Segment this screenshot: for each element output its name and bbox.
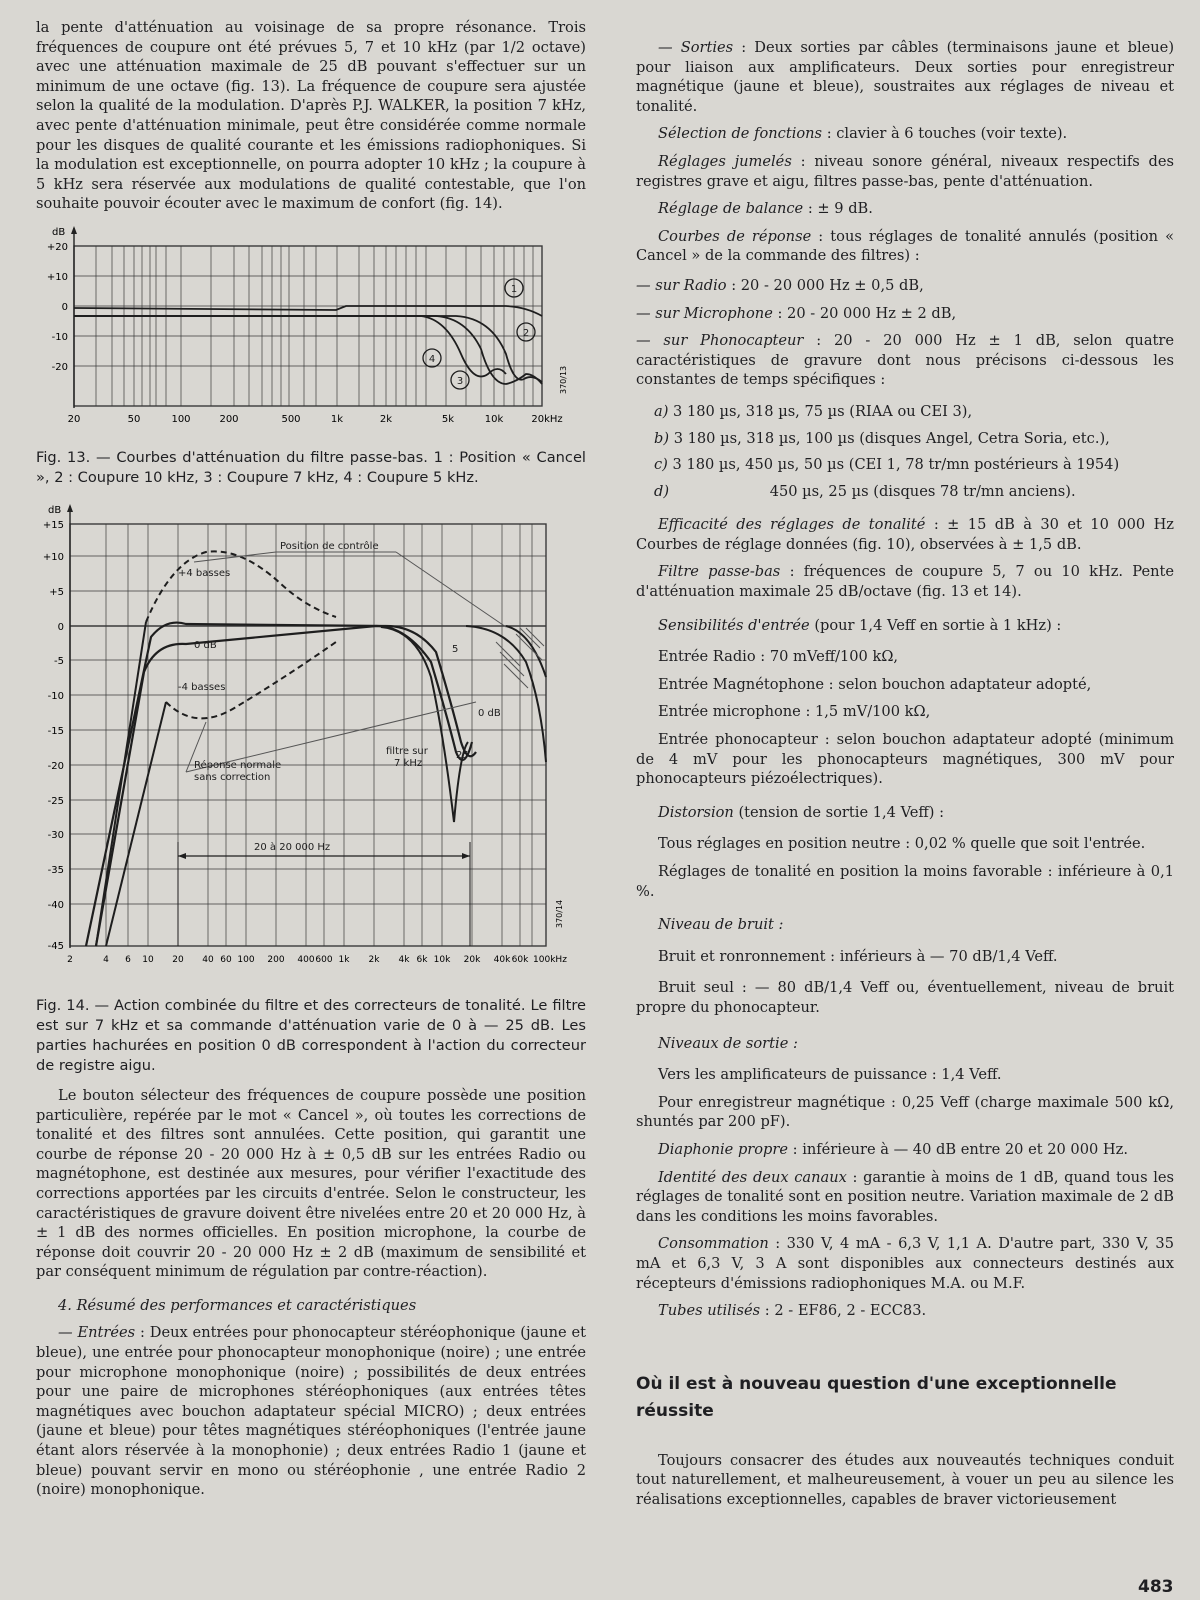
fig13-marker-label: 1	[510, 283, 518, 295]
fig13-x-tick: 500	[281, 413, 301, 425]
phono-text: : 20 - 20 000 Hz ± 1 dB, selon quatre caractéristiques de gravure dont nous précisons ci-dessous les constantes de temps spécifiques :	[636, 332, 1175, 389]
fig14-label-filtre: filtre sur	[386, 745, 428, 757]
fig14-x-tick: 100kHz	[533, 954, 567, 965]
fig14-y-tick: -20	[47, 760, 64, 772]
sorties-text: : Deux sorties par câbles (terminaisons jaune et bleue) pour liaison aux amplificateurs. Deux sorties pour enregistreur magnétique (jaune et bleue), soustraites aux réglages de niveau et tonalité.	[636, 39, 1175, 115]
fig14-y-tick: -45	[47, 940, 64, 952]
entree-magneto: Entrée Magnétophone : selon bouchon adaptateur adopté,	[658, 675, 1092, 693]
fig14-y-tick: -25	[47, 795, 64, 807]
fig13-ref: 370/13	[559, 365, 568, 394]
selection-text: : clavier à 6 touches (voir texte).	[826, 125, 1068, 143]
list-item	[654, 482, 1174, 502]
fig14-range-arrow-right	[462, 853, 470, 859]
fig13-curve-3	[74, 316, 542, 384]
radio-text: : 20 - 20 000 Hz ± 0,5 dB,	[731, 276, 924, 294]
fig14-leader-lines	[186, 552, 506, 772]
fig13-y-tick: +10	[46, 271, 68, 283]
constants-list	[636, 402, 1174, 501]
fig13-y-tick: -20	[51, 361, 68, 373]
sortie-label: Niveaux de sortie :	[658, 1034, 798, 1052]
list-item-letter: d)	[654, 482, 670, 500]
distorsion-label: Distorsion	[658, 803, 734, 821]
paragraph-frequences-coupure: la pente d'atténuation au voisinage de sa propre résonance. Trois fréquences de coupure ont été prévues 5, 7 et 10 kHz (par 1/2 octave) avec une atténuation maximale de 25 dB pouvant s'effectuer sur un minimum de une octave (fig. 13). La fréquence de coupure sera ajustée selon la qualité de la modulation. D'après P.J. WALKER, la position 7 kHz, avec pente d'atténuation minimale, peut être considérée comme normale pour les disques de qualité courante et les émissions radiophoniques. Si la modulation est exceptionnelle, on pourra adopter 10 kHz ; la coupure à 5 kHz sera réservée aux modulations de qualité contestable, que l'on souhaite pouvoir écouter avec le maximum de confort (fig. 14).	[36, 19, 586, 213]
paragraph-phono	[636, 331, 1174, 390]
fig13-curves	[74, 306, 542, 384]
selection-label: Sélection de fonctions	[658, 125, 823, 143]
entree-micro: Entrée microphone : 1,5 mV/100 kΩ,	[658, 703, 931, 721]
conso-label: Consommation	[658, 1235, 769, 1253]
fig13-y-arrow	[71, 226, 77, 234]
bruit-1: Bruit et ronronnement : inférieurs à — 70 dB/1,4 Veff.	[658, 947, 1058, 965]
paragraph-efficacite	[636, 515, 1174, 554]
phono-label: — sur Phonocapteur	[636, 332, 804, 350]
fig14-label-reponse2: sans correction	[194, 771, 271, 783]
fig14-y-tick: -10	[47, 690, 64, 702]
fig14-label-reponse: Réponse normale	[194, 759, 282, 771]
micro-text: : 20 - 20 000 Hz ± 2 dB,	[777, 304, 957, 322]
fig14-x-tick: 6k	[416, 954, 428, 965]
fig14-x-tick: 6	[125, 954, 131, 965]
fig14-x-tick: 4	[103, 954, 109, 965]
left-column	[36, 0, 586, 1500]
micro-label: — sur Microphone	[636, 304, 773, 322]
sortie-1: Vers les amplificateurs de puissance : 1,4 Veff.	[658, 1066, 1002, 1084]
fig14-x-tick: 20	[172, 954, 184, 965]
entrees-text: : Deux entrées pour phonocapteur stéréophonique (jaune et bleue), une entrée pour phonocapteur monophonique (noire) ; une entrée pour microphone monophonique (noire) ; possibilités de deux entrées pour une paire de microphones stéréophoniques (aux entrées têtes magnétiques avec bouchon adaptateur spécial MICRO) ; deux entrées (jaune et bleue) pour têtes magnétiques stéréophoniques (l'entrée jaune étant alors réservée à la monophonie) ; deux entrées Radio 1 (jaune et bleue) pouvant servir en mono ou stéréophonie , une entrée Radio 2 (noire) monophonique.	[36, 1324, 586, 1499]
fig13-y-tick: +20	[46, 241, 68, 253]
figure-14-chart	[36, 502, 586, 982]
fig14-y-tick: -5	[54, 655, 64, 667]
list-item-letter: a)	[654, 402, 669, 420]
figure-13-chart	[36, 224, 586, 434]
conso-text: : 330 V, 4 mA - 6,3 V, 1,1 A. D'autre part, 330 V, 35 mA et 6,3 V, 3 A sont disponibles aux connecteurs destinés aux récepteurs d'émissions radiophoniques M.A. ou M.F.	[636, 1235, 1174, 1292]
fig13-x-tick: 20kHz	[531, 413, 563, 425]
fig14-curve-treble-right	[466, 626, 546, 762]
fig14-label-5: 5	[452, 643, 459, 655]
paragraph-conso	[636, 1234, 1174, 1293]
fig14-y-tick: +10	[42, 551, 64, 563]
fig13-curve-markers	[423, 279, 535, 389]
paragraph-sensibilites	[636, 616, 1174, 636]
fig13-x-tick: 200	[219, 413, 239, 425]
identite-label: Identité des deux canaux	[658, 1168, 847, 1186]
paragraph-micro	[636, 304, 1174, 324]
fig14-y-unit: dB	[48, 504, 62, 516]
filtre-text: : fréquences de coupure 5, 7 ou 10 kHz. Pente d'atténuation maximale 25 dB/octave (fig. 13 et 14).	[636, 563, 1175, 601]
courbes-label: Courbes de réponse	[658, 227, 812, 245]
paragraph-balance	[636, 199, 1174, 219]
fig14-x-tick: 1k	[338, 954, 350, 965]
fig14-y-tick: -15	[47, 725, 64, 737]
paragraph-jumeles	[636, 152, 1174, 191]
paragraph-distorsion	[636, 803, 1174, 823]
fig13-x-tick: 10k	[484, 413, 504, 425]
fig14-y-tick: -30	[47, 829, 64, 841]
fig14-label-minus4: -4 basses	[178, 681, 226, 693]
fig13-curve-1	[74, 306, 542, 316]
fig13-caption: Fig. 13. — Courbes d'atténuation du filtre passe-bas. 1 : Position « Cancel », 2 : Coupure 10 kHz, 3 : Coupure 7 kHz, 4 : Coupure 5 kHz.	[36, 448, 586, 486]
list-item	[654, 455, 1174, 475]
fig13-y-unit: dB	[52, 226, 66, 238]
fig14-x-tick: 2k	[368, 954, 380, 965]
balance-text: : ± 9 dB.	[807, 200, 873, 218]
fig14-x-tick: 40k	[493, 954, 511, 965]
fig13-marker-label: 4	[428, 353, 436, 365]
fig14-y-tick: 0	[57, 621, 64, 633]
diaphonie-text: : inférieure à — 40 dB entre 20 et 20 000 Hz.	[792, 1140, 1128, 1158]
fig14-x-tick: 10k	[433, 954, 451, 965]
fig14-x-tick: 200	[267, 954, 285, 965]
paragraph-tubes	[636, 1301, 1174, 1321]
bruit-label: Niveau de bruit :	[658, 916, 784, 934]
list-item-text: 3 180 µs, 318 µs, 75 µs (RIAA ou CEI 3),	[673, 402, 973, 420]
paragraph-selection	[636, 124, 1174, 144]
entrees-label: — Entrées	[58, 1324, 136, 1342]
identite-text: : garantie à moins de 1 dB, quand tous les réglages de tonalité sont en position neutre. Variation maximale de 2 dB dans les conditions les moins favorables.	[636, 1168, 1175, 1225]
fig13-grid	[74, 246, 542, 406]
fig14-y-tick-labels	[43, 520, 64, 952]
paragraph-cancel: Le bouton sélecteur des fréquences de coupure possède une position particulière, repérée par le mot « Cancel », où toutes les corrections de tonalité et des filtres sont annulées. Cette position, qui garantit une courbe de réponse 20 - 20 000 Hz à ± 0,5 dB sur les entrées Radio ou magnétophone, est destinée aux mesures, pour vérifier l'exactitude des corrections apportées par les circuits d'entrée. Selon le constructeur, les caractéristiques de gravure doivent être nivelées entre 20 et 20 000 Hz, à ± 1 dB des normes officielles. En position microphone, la courbe de réponse doit couvrir 20 - 20 000 Hz ± 2 dB (maximum de sensibilité et par conséquent minimum de régulation par contre-réaction).	[36, 1086, 586, 1281]
efficacite-text: : ± 15 dB à 30 et 10 000 Hz Courbes de réglage données (fig. 10), observées à ± 1,5 dB.	[636, 516, 1174, 553]
list-item-letter: b)	[654, 429, 670, 447]
fig14-y-tick: +5	[49, 586, 64, 598]
article-heading: Où il est à nouveau question d'une exceptionnelle réussite	[636, 1373, 1117, 1421]
fig14-x-tick: 40	[202, 954, 214, 965]
fig13-x-tick: 50	[127, 413, 141, 425]
fig13-x-tick-labels	[68, 414, 563, 425]
fig14-x-tick: 20k	[463, 954, 481, 965]
paragraph-entrees	[36, 1323, 586, 1499]
paragraph-filtre	[636, 562, 1174, 601]
fig14-label-plus4: +4 basses	[178, 567, 231, 579]
radio-label: — sur Radio	[636, 276, 727, 294]
fig14-curve-0db	[96, 626, 472, 946]
fig14-curves	[86, 551, 546, 946]
paragraph-courbes	[636, 227, 1174, 266]
fig14-label-0db-right: 0 dB	[478, 707, 501, 719]
paragraph-sorties	[636, 38, 1174, 116]
jumeles-text: : niveau sonore général, niveaux respectifs des registres grave et aigu, filtres passe-bas, pente d'atténuation.	[636, 152, 1174, 190]
list-item-letter: c)	[654, 456, 668, 474]
fig14-label-filtre2: 7 kHz	[394, 757, 423, 769]
fig14-label-25: 25	[456, 749, 469, 761]
balance-label: Réglage de balance	[658, 200, 804, 218]
fig13-marker-label: 2	[522, 327, 530, 339]
fig14-x-tick: 10	[142, 954, 154, 965]
fig13-x-tick: 20	[67, 413, 81, 425]
fig13-y-tick-labels	[47, 242, 68, 373]
article-intro: Toujours consacrer des études aux nouveautés techniques conduit tout naturellement, et malheureusement, à vouer un peu au silence les réalisations exceptionnelles, capables de braver victorieusement	[636, 1451, 1174, 1508]
fig14-caption: Fig. 14. — Action combinée du filtre et des correcteurs de tonalité. Le filtre est sur 7 kHz et sa commande d'atténuation varie de 0 à — 25 dB. Les parties hachurées en position 0 dB correspondent à l'action du correcteur de registre aigu.	[36, 996, 586, 1074]
fig13-curve-4	[74, 316, 506, 377]
fig14-x-tick: 600	[315, 954, 333, 965]
bruit-2: Bruit seul : — 80 dB/1,4 Veff ou, éventuellement, niveau de bruit propre du phonocapteur.	[636, 979, 1174, 1016]
fig14-x-tick-labels	[67, 955, 567, 965]
entree-radio: Entrée Radio : 70 mVeff/100 kΩ,	[658, 648, 899, 666]
page-number: 483	[1138, 1577, 1174, 1597]
right-column	[636, 0, 1174, 1509]
fig14-x-tick: 4k	[398, 954, 410, 965]
fig13-y-tick: 0	[61, 301, 68, 313]
fig14-curve-filter-notch	[381, 627, 468, 822]
sensibilites-text: (pour 1,4 Veff en sortie à 1 kHz) :	[814, 616, 1062, 634]
distorsion-1: Tous réglages en position neutre : 0,02 % quelle que soit l'entrée.	[658, 835, 1146, 853]
courbes-text: : tous réglages de tonalité annulés (position « Cancel » de la commande des filtres) :	[636, 227, 1174, 265]
list-item-text: 450 µs, 25 µs (disques 78 tr/mn anciens).	[769, 482, 1076, 500]
list-item	[654, 402, 1174, 422]
fig14-x-tick: 2	[67, 954, 73, 965]
fig14-ref: 370/14	[555, 899, 564, 928]
distorsion-2: Réglages de tonalité en position la moins favorable : inférieure à 0,1 %.	[636, 863, 1174, 900]
fig14-label-controle: Position de contrôle	[280, 540, 379, 552]
fig13-marker-label: 3	[456, 375, 464, 387]
sorties-label: — Sorties	[658, 39, 734, 56]
fig13-x-tick: 2k	[379, 413, 393, 425]
fig14-grid	[70, 524, 546, 946]
fig13-x-tick: 100	[171, 413, 191, 425]
fig14-x-tick: 100	[237, 954, 255, 965]
fig14-x-tick: 60	[220, 954, 232, 965]
paragraph-diaphonie	[636, 1140, 1174, 1160]
list-item-text: 3 180 µs, 318 µs, 100 µs (disques Angel, Cetra Soria, etc.),	[673, 429, 1110, 447]
jumeles-label: Réglages jumelés	[658, 152, 792, 170]
fig14-x-tick: 400	[297, 954, 315, 965]
section-4-title: 4. Résumé des performances et caractéristiques	[58, 1296, 417, 1314]
sensibilites-label: Sensibilités d'entrée	[658, 616, 810, 634]
fig14-curve-plus4	[146, 551, 336, 622]
fig14-y-tick: -35	[47, 864, 64, 876]
fig13-x-tick: 5k	[441, 413, 455, 425]
filtre-label: Filtre passe-bas	[658, 563, 781, 581]
fig14-label-range: 20 à 20 000 Hz	[254, 841, 331, 853]
distorsion-text: (tension de sortie 1,4 Veff) :	[738, 803, 945, 821]
entree-phono: Entrée phonocapteur : selon bouchon adaptateur adopté (minimum de 4 mV pour les phonocapteurs magnétiques, 300 mV pour phonocapteurs piézoélectriques).	[636, 731, 1174, 788]
fig14-curve-minus4	[166, 639, 336, 718]
fig14-y-tick: +15	[42, 519, 64, 531]
paragraph-radio	[636, 276, 1174, 296]
fig14-y-tick: -40	[47, 899, 64, 911]
fig14-x-tick: 60k	[511, 954, 529, 965]
sortie-2: Pour enregistreur magnétique : 0,25 Veff (charge maximale 500 kΩ, shuntés par 200 pF).	[636, 1093, 1174, 1131]
efficacite-label: Efficacité des réglages de tonalité	[658, 516, 926, 534]
fig13-y-tick: -10	[51, 331, 68, 343]
diaphonie-label: Diaphonie propre	[658, 1140, 788, 1158]
fig13-x-tick: 1k	[330, 413, 344, 425]
tubes-label: Tubes utilisés	[658, 1302, 761, 1320]
tubes-text: : 2 - EF86, 2 - ECC83.	[764, 1302, 927, 1320]
list-item	[654, 429, 1174, 449]
list-item-text: 3 180 µs, 450 µs, 50 µs (CEI 1, 78 tr/mn postérieurs à 1954)	[672, 456, 1120, 474]
paragraph-identite	[636, 1168, 1174, 1227]
fig14-y-arrow	[67, 504, 73, 512]
fig14-label-0db: 0 dB	[194, 639, 217, 651]
fig14-range-arrow-left	[178, 853, 186, 859]
